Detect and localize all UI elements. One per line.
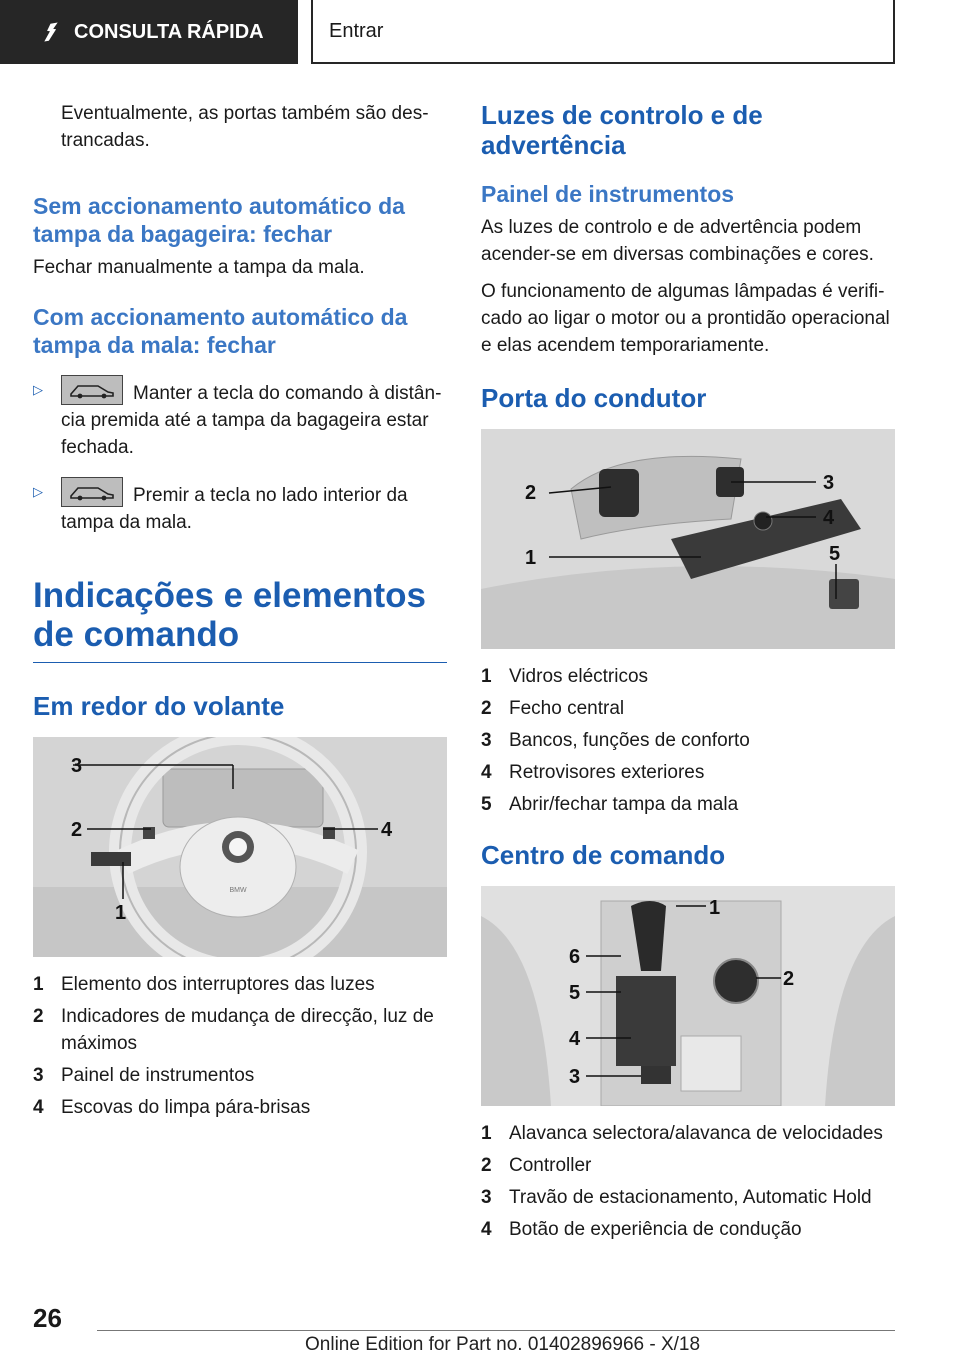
right-column <box>481 100 895 1248</box>
bullet-triangle-icon: ▷ <box>33 382 43 397</box>
footer-edition: Online Edition for Part no. 01402896966 - X/18 <box>305 1334 701 1355</box>
list-item: 2 Fecho central <box>481 698 625 719</box>
driver-door-legend <box>481 663 895 818</box>
text-panel-2: O funcionamento de algumas lâmpadas é verifi-cado ao ligar o motor ou a prontidão operacional e elas acendem temporariamente. <box>481 281 890 356</box>
control-center-legend <box>481 1120 895 1243</box>
callout-4: 4 <box>823 507 835 529</box>
heading-driver-door: Porta do condutor <box>481 383 707 413</box>
list-item: 1 Vidros eléctricos <box>481 666 649 687</box>
list-item: 2 Indicadores de mudança de direcção, luz de máximos <box>33 1006 434 1054</box>
list-item: 3 Travão de estacionamento, Automatic Hold <box>481 1187 872 1208</box>
bullet-item-inner-button <box>33 477 447 536</box>
list-item: 4 Retrovisores exteriores <box>481 762 705 783</box>
callout-1: 1 <box>115 902 127 924</box>
callout-3: 3 <box>71 755 83 777</box>
list-item: 4 Botão de experiência de condução <box>481 1219 802 1240</box>
callout-3: 3 <box>569 1066 581 1088</box>
driver-door-image <box>481 429 895 649</box>
text-no-auto-trunk: Fechar manualmente a tampa da mala. <box>33 257 365 278</box>
list-item: 3 Bancos, funções de conforto <box>481 730 750 751</box>
heading-control-center: Centro de comando <box>481 840 726 870</box>
callout-4: 4 <box>569 1028 581 1050</box>
list-item: 4 Escovas do limpa pára-brisas <box>33 1097 311 1118</box>
section-title-box <box>311 0 895 64</box>
callout-2: 2 <box>71 819 83 841</box>
bullet-inner-text: Premir a tecla no lado interior da tampa da mala. <box>61 485 408 533</box>
car-trunk-icon <box>61 375 123 405</box>
callout-4: 4 <box>381 819 393 841</box>
steering-wheel-image <box>33 737 447 957</box>
chapter-title: Indicações e elementos de comando <box>33 576 447 663</box>
text-panel-1: As luzes de controlo e de advertência podem acender-se em diversas combinações e cores. <box>481 217 874 265</box>
bullet-remote-text: Manter a tecla do comando à distân-cia premida até a tampa da bagageira estar fechada. <box>61 383 442 458</box>
callout-1: 1 <box>525 547 537 569</box>
callout-6: 6 <box>569 946 581 968</box>
list-item: 3 Painel de instrumentos <box>33 1065 255 1086</box>
intro-text: Eventualmente, as portas também são des-trancadas. <box>61 103 429 151</box>
quick-reference-label: CONSULTA RÁPIDA <box>74 20 264 43</box>
quick-reference-tab[interactable] <box>0 0 298 64</box>
bullet-item-remote <box>33 375 447 461</box>
callout-2: 2 <box>783 968 795 990</box>
wheel-badge-label: BMW <box>229 887 247 894</box>
bolt-icon <box>40 21 62 43</box>
callout-1: 1 <box>709 897 721 919</box>
list-item: 2 Controller <box>481 1155 592 1176</box>
bullet-triangle-icon: ▷ <box>33 484 43 499</box>
heading-steering-wheel: Em redor do volante <box>33 691 285 721</box>
callout-3: 3 <box>823 472 835 494</box>
list-item: 1 Alavanca selectora/alavanca de velocidades <box>481 1123 883 1144</box>
heading-instrument-panel: Painel de instrumentos <box>481 181 735 207</box>
left-column <box>33 100 447 1126</box>
heading-no-auto-trunk: Sem accionamento automático da tampa da bagageira: fechar <box>33 193 405 247</box>
callout-2: 2 <box>525 482 537 504</box>
car-trunk-icon <box>61 477 123 507</box>
list-item: 5 Abrir/fechar tampa da mala <box>481 794 739 815</box>
section-title: Entrar <box>329 19 384 42</box>
control-center-image <box>481 886 895 1106</box>
footer-divider <box>97 1330 895 1331</box>
list-item: 1 Elemento dos interruptores das luzes <box>33 974 375 995</box>
page-number: 26 <box>33 1303 62 1333</box>
steering-wheel-legend <box>33 971 447 1121</box>
heading-auto-trunk: Com accionamento automático da tampa da mala: fechar <box>33 304 408 358</box>
callout-5: 5 <box>829 543 841 565</box>
heading-warning-lights: Luzes de controlo e de advertência <box>481 100 763 160</box>
callout-5: 5 <box>569 982 581 1004</box>
